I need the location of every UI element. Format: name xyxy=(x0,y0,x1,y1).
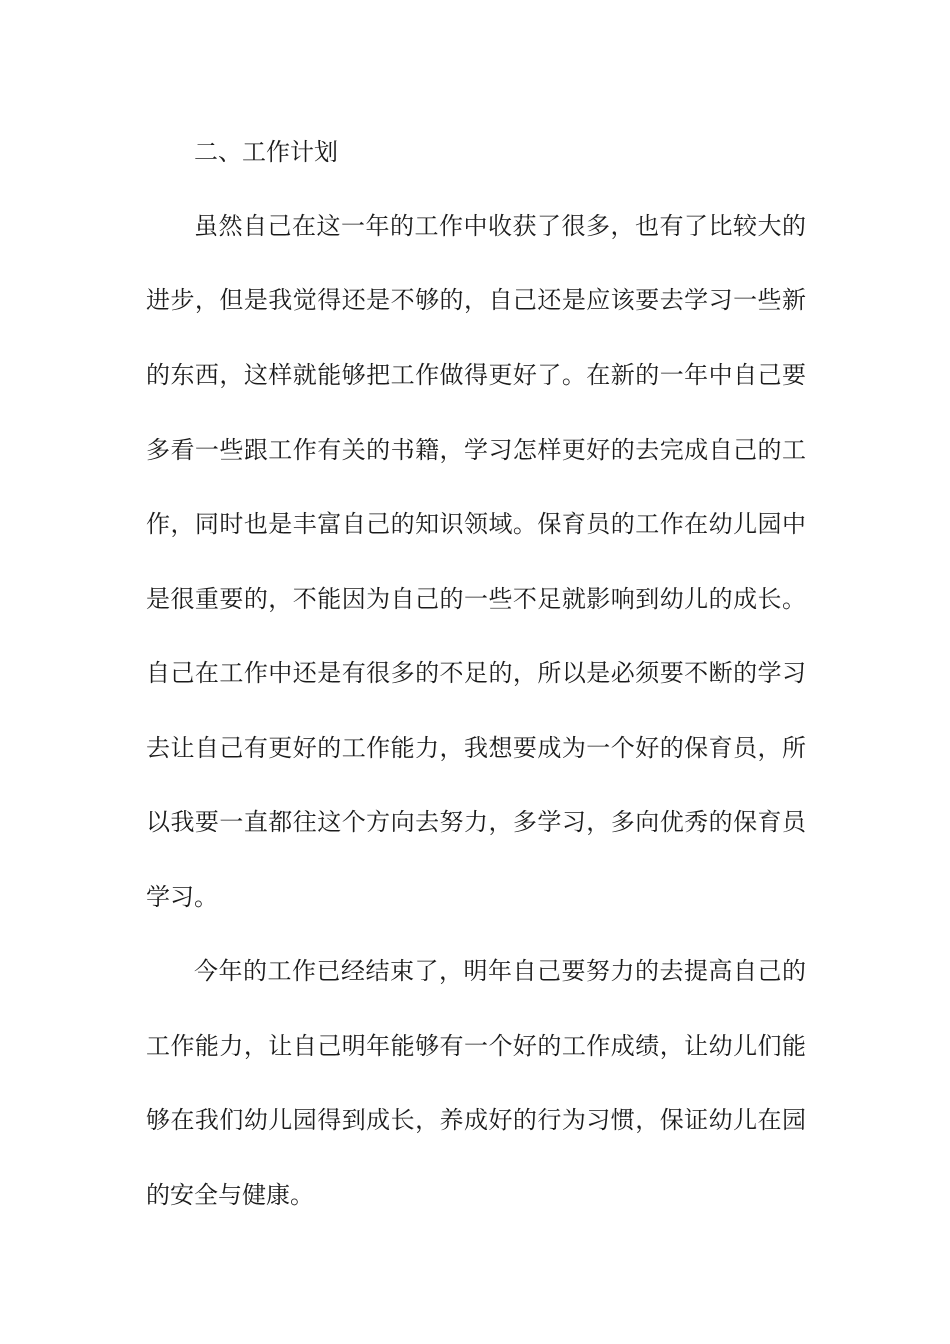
paragraph-line: 够在我们幼儿园得到成长，养成好的行为习惯，保证幼儿在园 xyxy=(146,1106,806,1134)
paragraph-line: 是很重要的，不能因为自己的一些不足就影响到幼儿的成长。 xyxy=(146,585,806,613)
paragraph-line: 多看一些跟工作有关的书籍，学习怎样更好的去完成自己的工 xyxy=(146,436,806,464)
paragraph-line: 今年的工作已经结束了，明年自己要努力的去提高自己的 xyxy=(194,957,806,985)
section-heading: 二、工作计划 xyxy=(194,138,338,166)
paragraph-line: 作，同时也是丰富自己的知识领域。保育员的工作在幼儿园中 xyxy=(146,510,806,538)
paragraph-line: 进步，但是我觉得还是不够的，自己还是应该要去学习一些新 xyxy=(146,286,806,314)
paragraph-line: 去让自己有更好的工作能力，我想要成为一个好的保育员，所 xyxy=(146,734,806,762)
paragraph-line: 自己在工作中还是有很多的不足的，所以是必须要不断的学习 xyxy=(146,659,806,687)
paragraph-line: 学习。 xyxy=(146,883,218,911)
paragraph-line: 虽然自己在这一年的工作中收获了很多，也有了比较大的 xyxy=(194,212,806,240)
paragraph-line: 工作能力，让自己明年能够有一个好的工作成绩，让幼儿们能 xyxy=(146,1032,806,1060)
paragraph-line: 的安全与健康。 xyxy=(146,1181,314,1209)
paragraph-line: 以我要一直都往这个方向去努力，多学习，多向优秀的保育员 xyxy=(146,808,806,836)
paragraph-line: 的东西，这样就能够把工作做得更好了。在新的一年中自己要 xyxy=(146,361,806,389)
